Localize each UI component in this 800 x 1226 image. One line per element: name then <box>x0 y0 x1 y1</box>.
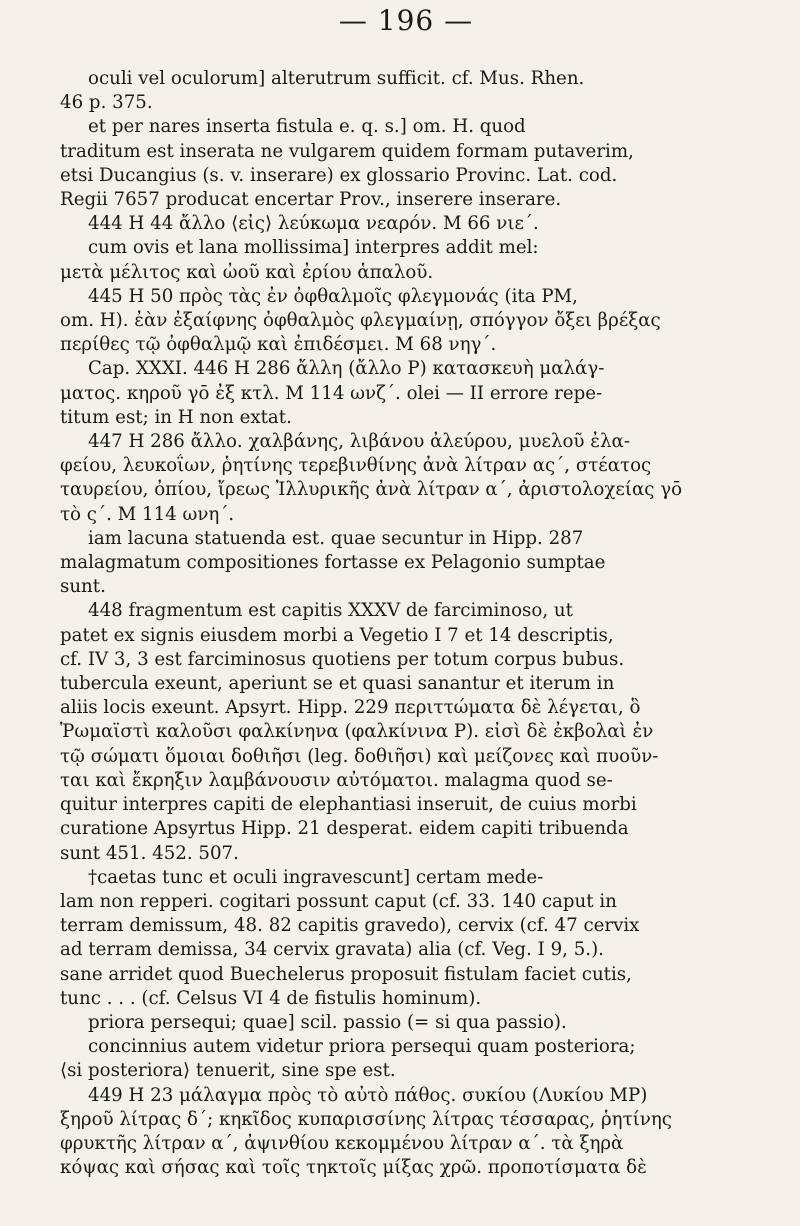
text-line: τῷ σώματι ὅμοιαι δοθιῆσι (leg. δοθιῆσι) καὶ μείζονες καὶ πυοῦν- <box>60 745 659 767</box>
text-line: περίθες τῷ ὀφθαλμῷ καὶ ἐπιδέσμει. M 68 νηγ΄. <box>60 334 497 356</box>
text-line: ad terram demissa, 34 cervix gravata) alia (cf. Veg. I 9, 5.). <box>60 939 604 961</box>
text-line: φρυκτῆς λίτραν α΄, ἀψινθίου κεκομμένου λίτραν α΄. τὰ ξηρὰ <box>60 1132 624 1154</box>
text-line: 46 p. 375. <box>60 92 153 114</box>
text-line: curatione Apsyrtus Hipp. 21 desperat. eidem capiti tribuenda <box>60 818 629 840</box>
text-line: †caetas tunc et oculi ingravescunt] certam mede- <box>88 866 544 888</box>
text-line: quitur interpres capiti de elephantiasi inseruit, de cuius morbi <box>60 794 637 816</box>
text-line: 447 H 286 ἄλλο. χαλβάνης, λιβάνου ἀλεύρου, μυελοῦ ἐλα- <box>88 431 630 453</box>
text-line: Regii 7657 producat encertar Prov., inserere inserare. <box>60 189 562 211</box>
text-line: cum ovis et lana mollissima] interpres addit mel: <box>88 237 539 259</box>
text-line: μετὰ μέλιτος καὶ ὠοῦ καὶ ἐρίου ἁπαλοῦ. <box>60 261 434 283</box>
text-line: ⟨si posteriora⟩ tenuerit, sine spe est. <box>60 1060 396 1082</box>
text-line: tubercula exeunt, aperiunt se et quasi sanantur et iterum in <box>60 673 615 695</box>
body-text <box>60 67 752 1180</box>
text-line: τὸ ς΄. M 114 ωνη΄. <box>60 503 235 525</box>
text-line: aliis locis exeunt. Apsyrt. Hipp. 229 περιττώματα δὲ λέγεται, ὃ <box>60 697 641 719</box>
text-line: traditum est inserata ne vulgarem quidem formam putaverim, <box>60 140 634 162</box>
text-line: patet ex signis eiusdem morbi a Vegetio I 7 et 14 descriptis, <box>60 624 614 646</box>
text-line: lam non repperi. cogitari possunt caput (cf. 33. 140 caput in <box>60 890 617 912</box>
text-line: κόψας καὶ σήσας καὶ τοῖς τηκτοῖς μίξας χρῶ. προποτίσματα δὲ <box>60 1157 647 1179</box>
text-line: φείου, λευκοΐων, ῥητίνης τερεβινθίνης ἀνὰ λίτραν ας΄, στέατος <box>60 455 652 477</box>
text-line: 449 H 23 μάλαγμα πρὸς τὸ αὐτὸ πάθος. συκίου (Λυκίου MP) <box>88 1084 648 1106</box>
text-line: concinnius autem videtur priora persequi quam posteriora; <box>88 1036 636 1058</box>
page-number: — 196 — <box>338 4 474 37</box>
text-line: 445 H 50 πρὸς τὰς ἐν ὀφθαλμοῖς φλεγμονάς (ita PM, <box>88 285 578 307</box>
text-line: om. H). ἐὰν ἐξαίφνης ὀφθαλμὸς φλεγμαίνῃ, σπόγγον ὄξει βρέξας <box>60 310 661 332</box>
text-line: ματος. κηροῦ γō ἐξ κτλ. M 114 ωνζ΄. olei — II errore repe- <box>60 382 603 404</box>
text-line: sunt 451. 452. 507. <box>60 842 239 864</box>
text-line: titum est; in H non extat. <box>60 406 292 428</box>
text-line: ξηροῦ λίτρας δ΄; κηκῖδος κυπαρισσίνης λίτρας τέσσαρας, ῥητίνης <box>60 1108 672 1130</box>
text-line: etsi Ducangius (s. v. inserare) ex glossario Provinc. Lat. cod. <box>60 164 618 186</box>
text-line: priora persequi; quae] scil. passio (= si qua passio). <box>88 1011 567 1033</box>
text-line: iam lacuna statuenda est. quae secuntur in Hipp. 287 <box>88 527 584 549</box>
text-line: ταυρείου, ὀπίου, ἴρεως Ἰλλυρικῆς ἀνὰ λίτραν α΄, ἀριστολοχείας γō <box>60 479 683 501</box>
text-line: ται καὶ ἔκρηξιν λαμβάνουσιν αὐτόματοι. malagma quod se- <box>60 769 613 791</box>
text-line: cf. IV 3, 3 est farciminosus quotiens per totum corpus bubus. <box>60 648 625 670</box>
text-line: 444 H 44 ἄλλο ⟨εἰς⟩ λεύκωμα νεαρόν. M 66 νιε΄. <box>88 213 539 235</box>
text-line: oculi vel oculorum] alterutrum sufficit. cf. Mus. Rhen. <box>88 68 585 89</box>
text-line: terram demissum, 48. 82 capitis gravedo), cervix (cf. 47 cervix <box>60 915 640 937</box>
text-line: malagmatum compositiones fortasse ex Pelagonio sumptae <box>60 552 606 574</box>
text-line: sane arridet quod Buechelerus proposuit fistulam faciet cutis, <box>60 963 632 985</box>
text-line: et per nares inserta fistula e. q. s.] om. H. quod <box>88 116 526 138</box>
text-line: 448 fragmentum est capitis XXXV de farciminoso, ut <box>88 600 573 622</box>
text-line: sunt. <box>60 576 106 598</box>
text-line: Ῥωμαϊστὶ καλοῦσι φαλκίνηνα (φαλκίνινα P). εἰσὶ δὲ ἐκβολαὶ ἐν <box>60 721 654 743</box>
text-line: tunc . . . (cf. Celsus VI 4 de fistulis hominum). <box>60 987 482 1009</box>
text-line: Cap. XXXI. 446 H 286 ἄλλη (ἄλλο P) κατασκευὴ μαλάγ- <box>88 358 605 380</box>
